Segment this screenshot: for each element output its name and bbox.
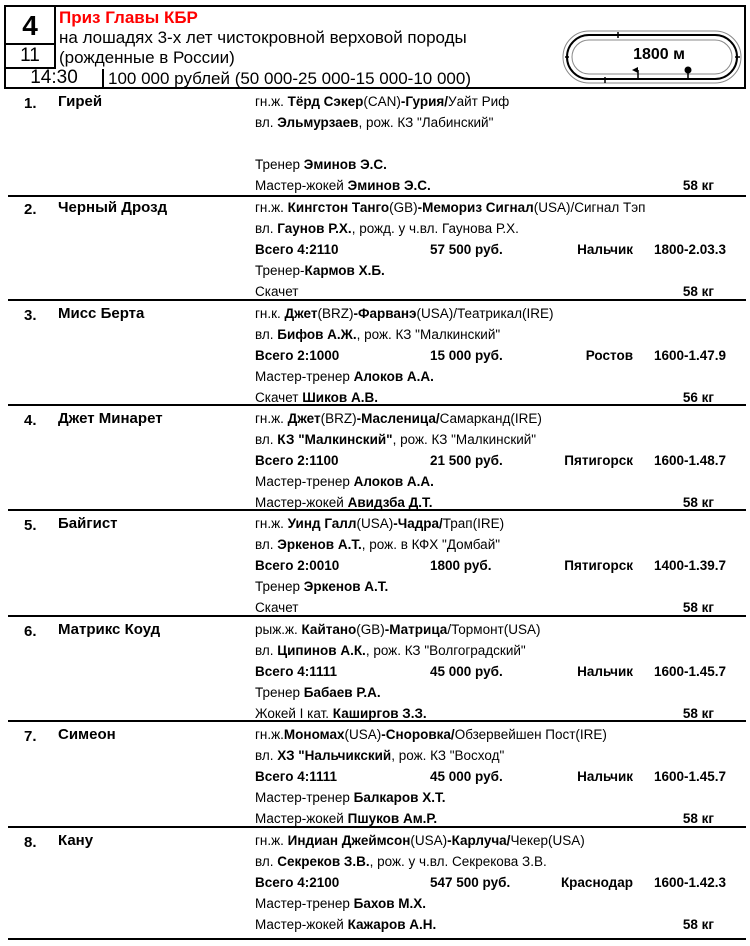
carried-weight: 58 кг xyxy=(682,706,714,721)
career-record: Всего 4:1111 xyxy=(255,664,338,679)
dam-country: (USA) xyxy=(416,306,454,321)
pedigree-dash: - xyxy=(400,94,406,109)
owner-line xyxy=(255,643,526,659)
sire-name: Джет xyxy=(287,411,321,426)
horse-name: Мисс Берта xyxy=(58,305,145,322)
career-earnings: 45 000 руб. xyxy=(430,769,503,784)
jockey-name: Кажаров А.Н. xyxy=(347,917,437,932)
trainer-label: Мастер-тренер xyxy=(255,790,354,805)
breeder: , рож. КЗ "Восход" xyxy=(391,748,505,763)
breeder: , рож. в КФХ "Домбай" xyxy=(361,537,501,552)
horse-name: Черный Дрозд xyxy=(58,199,168,216)
breeder: , рож. КЗ "Малкинский" xyxy=(392,432,537,447)
sire-name: Кайтано xyxy=(301,622,357,637)
coat-sex: гн.ж. xyxy=(255,833,288,848)
trainer-name: Кармов Х.Б. xyxy=(304,263,385,278)
entry-row xyxy=(8,406,746,511)
jockey-line xyxy=(255,811,437,827)
best-track: Нальчик xyxy=(577,769,633,784)
trainer-name: Алоков А.А. xyxy=(353,474,434,489)
sire-name: Тёрд Сэкер xyxy=(287,94,364,109)
pedigree-line xyxy=(255,516,504,532)
owner-line xyxy=(255,221,519,237)
career-earnings: 1800 руб. xyxy=(430,558,492,573)
pedigree-line xyxy=(255,622,540,638)
jockey-name: Каширгов З.З. xyxy=(332,706,427,721)
damsire-name: /Тормонт(USA) xyxy=(447,622,541,637)
dam-name: Фарванэ xyxy=(358,306,417,321)
oval-track-icon xyxy=(560,27,744,87)
career-earnings: 57 500 руб. xyxy=(430,242,503,257)
coat-sex: гн.ж. xyxy=(255,516,288,531)
sire-name: Кингстон Танго xyxy=(287,200,390,215)
dam-name: Масленица/ xyxy=(361,411,440,426)
coat-sex: гн.ж. xyxy=(255,94,288,109)
best-time: 1600-1.47.9 xyxy=(653,348,726,363)
damsire-name: Обзервейшен Пост(IRE) xyxy=(454,727,607,742)
sire-name: Индиан Джеймсон xyxy=(287,833,411,848)
carried-weight: 58 кг xyxy=(682,284,714,299)
trainer-line xyxy=(255,896,426,912)
best-time: 1600-1.45.7 xyxy=(653,664,726,679)
best-time: 1600-1.42.3 xyxy=(653,875,726,890)
jockey-label: Мастер-жокей xyxy=(255,811,348,826)
trainer-line xyxy=(255,157,387,173)
damsire-name: Самарканд(IRE) xyxy=(439,411,542,426)
carried-weight: 58 кг xyxy=(682,495,714,510)
career-record: Всего 4:2110 xyxy=(255,242,339,257)
breeder: , рож. КЗ "Волгоградский" xyxy=(365,643,526,658)
owner-line xyxy=(255,432,536,448)
horse-name: Матрикс Коуд xyxy=(58,621,161,638)
jockey-label: Скачет xyxy=(255,600,299,615)
carried-weight: 58 кг xyxy=(682,917,714,932)
pedigree-line xyxy=(255,200,645,216)
race-distance: 1800 м xyxy=(633,46,685,63)
jockey-name: Шиков А.В. xyxy=(302,390,378,405)
trainer-line xyxy=(255,790,445,806)
dam-name: Карлуча/ xyxy=(451,833,511,848)
entry-number: 4. xyxy=(24,412,37,429)
horses-count: 11 xyxy=(6,45,56,69)
trainer-name: Бахов М.Х. xyxy=(353,896,427,911)
entry-number: 2. xyxy=(24,201,37,218)
sire-country: (GB) xyxy=(356,622,385,637)
breeder: , рож. КЗ "Лабинский" xyxy=(358,115,494,130)
best-track: Нальчик xyxy=(577,242,633,257)
race-conditions-line2: (рожденные в России) xyxy=(59,48,235,67)
dam-country: (USA) xyxy=(533,200,571,215)
trainer-label: Тренер- xyxy=(255,263,305,278)
damsire-name: Трап(IRE) xyxy=(442,516,505,531)
horse-name: Гирей xyxy=(58,93,103,110)
jockey-line xyxy=(255,284,298,300)
damsire-name: Чекер(USA) xyxy=(510,833,585,848)
career-record: Всего 2:1000 xyxy=(255,348,340,363)
jockey-line xyxy=(255,495,433,511)
pedigree-line xyxy=(255,411,542,427)
trainer-name: Эркенов А.Т. xyxy=(303,579,389,594)
trainer-name: Бабаев Р.А. xyxy=(303,685,381,700)
damsire-name: /Театрикал(IRE) xyxy=(453,306,554,321)
sire-country: (USA) xyxy=(344,727,382,742)
jockey-name: Эминов Э.С. xyxy=(347,178,431,193)
owner-prefix: вл. xyxy=(255,854,278,869)
pedigree-dash: - xyxy=(417,200,423,215)
jockey-name: Авидзба Д.Т. xyxy=(347,495,433,510)
jockey-label: Скачет xyxy=(255,284,299,299)
sire-country: (USA) xyxy=(410,833,448,848)
sire-name: Уинд Галл xyxy=(287,516,357,531)
owner-prefix: вл. xyxy=(255,327,278,342)
career-record: Всего 4:1111 xyxy=(255,769,338,784)
entry-row xyxy=(8,722,746,828)
sire-name: Мономах xyxy=(283,727,345,742)
best-time: 1600-1.48.7 xyxy=(653,453,726,468)
race-header xyxy=(4,5,746,89)
owner-line xyxy=(255,115,493,131)
breeder: , рож. у ч.вл. Секрекова З.В. xyxy=(369,854,547,869)
owner-name: КЗ "Малкинский" xyxy=(277,432,393,447)
entry-number: 5. xyxy=(24,517,37,534)
race-title: Приз Главы КБР xyxy=(59,8,198,27)
horse-name: Симеон xyxy=(58,726,116,743)
career-record: Всего 2:0010 xyxy=(255,558,340,573)
sire-country: (CAN) xyxy=(363,94,401,109)
carried-weight: 58 кг xyxy=(682,178,714,193)
trainer-name: Алоков А.А. xyxy=(353,369,434,384)
jockey-label: Мастер-жокей xyxy=(255,917,348,932)
owner-prefix: вл. xyxy=(255,115,278,130)
trainer-line xyxy=(255,579,388,595)
pedigree-line xyxy=(255,94,509,110)
pedigree-dash: - xyxy=(393,516,398,531)
trainer-line xyxy=(255,685,381,701)
entry-row xyxy=(8,301,746,406)
trainer-label: Тренер xyxy=(255,157,304,172)
dam-name: Гурия/ xyxy=(405,94,449,109)
owner-name: Гаунов Р.Х. xyxy=(277,221,352,236)
trainer-line xyxy=(255,474,434,490)
owner-prefix: вл. xyxy=(255,537,278,552)
damsire-name: /Сигнал Тэп xyxy=(570,200,646,215)
race-purse: 100 000 рублей (50 000-25 000-15 000-10 000) xyxy=(108,69,471,88)
jockey-label: Жокей I кат. xyxy=(255,706,333,721)
carried-weight: 58 кг xyxy=(682,600,714,615)
owner-prefix: вл. xyxy=(255,643,278,658)
sire-country: (GB) xyxy=(389,200,418,215)
horse-name: Кану xyxy=(58,832,94,849)
owner-prefix: вл. xyxy=(255,221,278,236)
best-track: Краснодар xyxy=(560,875,633,890)
trainer-line xyxy=(255,369,434,385)
jockey-line xyxy=(255,178,431,194)
sire-country: (BRZ) xyxy=(320,411,357,426)
owner-name: Секреков З.В. xyxy=(277,854,370,869)
owner-line xyxy=(255,327,500,343)
career-earnings: 45 000 руб. xyxy=(430,664,503,679)
career-earnings: 15 000 руб. xyxy=(430,348,503,363)
career-earnings: 21 500 руб. xyxy=(430,453,503,468)
trainer-label: Мастер-тренер xyxy=(255,474,354,489)
trainer-label: Мастер-тренер xyxy=(255,369,354,384)
career-record: Всего 2:1100 xyxy=(255,453,339,468)
entry-row xyxy=(8,89,746,197)
jockey-line xyxy=(255,706,427,722)
best-time: 1400-1.39.7 xyxy=(653,558,726,573)
carried-weight: 56 кг xyxy=(682,390,714,405)
entry-number: 6. xyxy=(24,623,37,640)
entry-row xyxy=(8,828,746,940)
entry-row xyxy=(8,617,746,722)
pedigree-dash: - xyxy=(381,727,386,742)
best-track: Ростов xyxy=(585,348,633,363)
trainer-label: Мастер-тренер xyxy=(255,896,354,911)
owner-line xyxy=(255,537,500,553)
sire-name: Джет xyxy=(284,306,318,321)
trainer-name: Эминов Э.С. xyxy=(303,157,387,172)
career-earnings: 547 500 руб. xyxy=(430,875,511,890)
jockey-name: Пшуков Ам.Р. xyxy=(347,811,438,826)
owner-prefix: вл. xyxy=(255,748,278,763)
jockey-line xyxy=(255,917,436,933)
dam-name: Матрица xyxy=(389,622,448,637)
jockey-line xyxy=(255,600,298,616)
coat-sex: гн.ж. xyxy=(255,727,284,742)
career-record: Всего 4:2100 xyxy=(255,875,340,890)
jockey-label: Скачет xyxy=(255,390,303,405)
race-conditions-line1: на лошадях 3-х лет чистокровной верховой породы xyxy=(59,28,467,47)
best-track: Пятигорск xyxy=(564,453,633,468)
owner-prefix: вл. xyxy=(255,432,278,447)
coat-sex: гн.ж. xyxy=(255,200,288,215)
breeder: , рожд. у ч.вл. Гаунова Р.Х. xyxy=(351,221,519,236)
race-time: 14:30 xyxy=(6,69,104,89)
dam-name: Чадра/ xyxy=(397,516,443,531)
pedigree-dash: - xyxy=(447,833,452,848)
jockey-line xyxy=(255,390,378,406)
coat-sex: гн.ж. xyxy=(255,411,288,426)
pedigree-line xyxy=(255,727,607,743)
coat-sex: гн.к. xyxy=(255,306,285,321)
sire-country: (USA) xyxy=(356,516,394,531)
best-time: 1800-2.03.3 xyxy=(653,242,726,257)
best-time: 1600-1.45.7 xyxy=(653,769,726,784)
breeder: , рож. КЗ "Малкинский" xyxy=(356,327,501,342)
entry-number: 8. xyxy=(24,834,37,851)
owner-line xyxy=(255,854,547,870)
race-number: 4 xyxy=(6,7,56,45)
pedigree-dash: - xyxy=(353,306,358,321)
coat-sex: рыж.ж. xyxy=(255,622,302,637)
trainer-label: Тренер xyxy=(255,579,304,594)
damsire-name: Уайт Риф xyxy=(448,94,510,109)
owner-name: Эльмурзаев xyxy=(277,115,359,130)
horse-name: Джет Минарет xyxy=(58,410,163,427)
entry-number: 3. xyxy=(24,307,37,324)
trainer-name: Балкаров Х.Т. xyxy=(353,790,446,805)
dam-name: Сноровка/ xyxy=(385,727,455,742)
pedigree-line xyxy=(255,833,585,849)
pedigree-line xyxy=(255,306,554,322)
owner-name: Ципинов А.К. xyxy=(277,643,366,658)
owner-name: Бифов А.Ж. xyxy=(277,327,357,342)
best-track: Нальчик xyxy=(577,664,633,679)
entry-row xyxy=(8,511,746,617)
owner-line xyxy=(255,748,504,764)
horse-name: Байгист xyxy=(58,515,118,532)
pedigree-dash: - xyxy=(356,411,362,426)
dam-name: Мемориз Сигнал xyxy=(422,200,534,215)
entry-row xyxy=(8,195,746,301)
jockey-label: Мастер-жокей xyxy=(255,178,348,193)
trainer-line xyxy=(255,263,385,279)
trainer-label: Тренер xyxy=(255,685,304,700)
carried-weight: 58 кг xyxy=(682,811,714,826)
best-track: Пятигорск xyxy=(564,558,633,573)
owner-name: ХЗ "Нальчикский xyxy=(277,748,392,763)
entry-number: 1. xyxy=(24,95,37,112)
sire-country: (BRZ) xyxy=(317,306,354,321)
pedigree-dash: - xyxy=(384,622,390,637)
owner-name: Эркенов А.Т. xyxy=(277,537,362,552)
jockey-label: Мастер-жокей xyxy=(255,495,348,510)
entry-number: 7. xyxy=(24,728,37,745)
